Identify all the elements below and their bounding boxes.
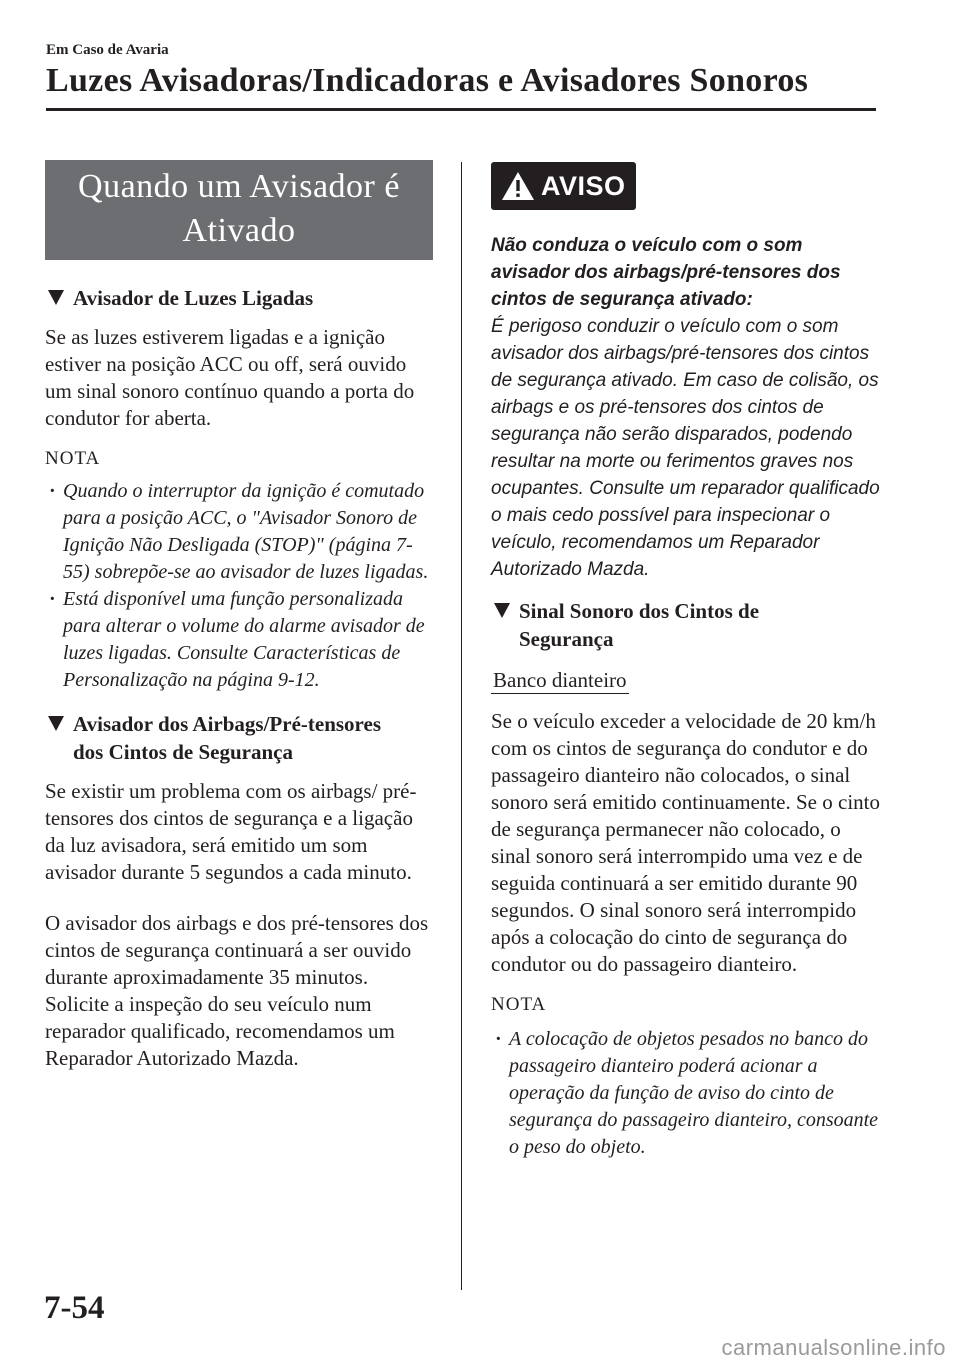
heading-airbags-line1: Avisador dos Airbags/Pré-tensores [73,712,381,736]
header-section-label: Em Caso de Avaria [46,42,169,58]
cintos-body: Se o veículo exceder a velocidade de 20 km/h com os cintos de segurança do condutor e do passageiro dianteiro não colocados, o sinal sonoro será emitido continuamente. Se o cinto de segurança permanecer não colocado, o sinal sonoro será interrompido uma vez e de seguida continuará a ser emitido durante 90 segundos. O sinal sonoro será interrompido após a colocação do cinto de segurança do condutor ou do passageiro dianteiro. [491,709,880,976]
section-title-line1: Quando um Avisador é [78,168,400,205]
left-column [45,160,433,1072]
column-divider [461,162,462,1290]
luzes-notes-list [45,478,433,694]
aviso-bold: Não conduza o veículo com o som avisador dos airbags/pré-tensores dos cintos de segurança ativado: [491,235,841,310]
watermark: carmanualsonline.info [721,1335,946,1360]
luzes-body: Se as luzes estiverem ligadas e a ignição estiver na posição ACC ou off, será ouvido um sinal sonoro contínuo quando a porta do condutor for aberta. [45,325,415,430]
warning-triangle-icon [501,171,535,201]
aviso-label: AVISO [541,170,626,201]
list-item: · Está disponível uma função personalizada para alterar o volume do alarme avisador de luzes ligadas. Consulte Características de Personalização na página 9-12. [45,586,433,694]
list-item: · Quando o interruptor da ignição é comutado para a posição ACC, o "Avisador Sonoro de Ignição Não Desligada (STOP)" (página 7-55) sobrepõe-se ao avisador de luzes ligadas. [45,478,433,586]
heading-cintos [491,597,881,653]
subhead-wrap [491,667,881,694]
heading-airbags [45,710,433,766]
subhead-banco-dianteiro: Banco dianteiro [493,668,627,692]
page-number: 7-54 [44,1290,105,1326]
heading-airbags-line2: dos Cintos de Segurança [73,740,293,764]
aviso-text [491,232,881,583]
cintos-notes-list [491,1026,881,1161]
section-title-box [45,160,433,260]
header-title: Luzes Avisadoras/Indicadoras e Avisadores Sonoros [46,62,809,99]
heading-luzes-ligadas [45,284,433,312]
heading-cintos-line1: Sinal Sonoro dos Cintos de [519,599,760,623]
nota-label: NOTA [491,994,547,1015]
right-column [491,162,881,1161]
nota-label: NOTA [45,448,101,469]
list-item: · A colocação de objetos pesados no banco do passageiro dianteiro poderá acionar a operação da função de aviso do cinto de segurança do passageiro dianteiro, consoante o peso do objeto. [491,1026,881,1161]
triangle-down-icon [48,290,64,305]
section-title-line2: Ativado [182,212,296,249]
heading-luzes-ligadas-text: Avisador de Luzes Ligadas [73,286,314,310]
airbags-body-1: Se existir um problema com os airbags/ pré-tensores dos cintos de segurança e a ligação da luz avisadora, será emitido um som avisador durante 5 segundos a cada minuto. [45,779,417,884]
triangle-down-icon [48,716,64,731]
aviso-badge [491,162,636,210]
aviso-body: É perigoso conduzir o veículo com o som avisador dos airbags/pré-tensores dos cintos de segurança ativado. Em caso de colisão, os airbags e os pré-tensores dos cintos de segurança não serão disparados, podendo resultar na morte ou ferimentos graves nos ocupantes. Consulte um reparador qualificado o mais cedo possível para inspecionar o veículo, recomendamos um Reparador Autorizado Mazda. [491,316,880,580]
airbags-body-2: O avisador dos airbags e dos pré-tensores dos cintos de segurança continuará a ser ouvido durante aproximadamente 35 minutos. Solicite a inspeção do seu veículo num reparador qualificado, recomendamos um Reparador Autorizado Mazda. [45,911,429,1070]
triangle-down-icon [494,603,510,618]
header-rule [46,108,876,111]
heading-cintos-line2: Segurança [519,627,614,651]
